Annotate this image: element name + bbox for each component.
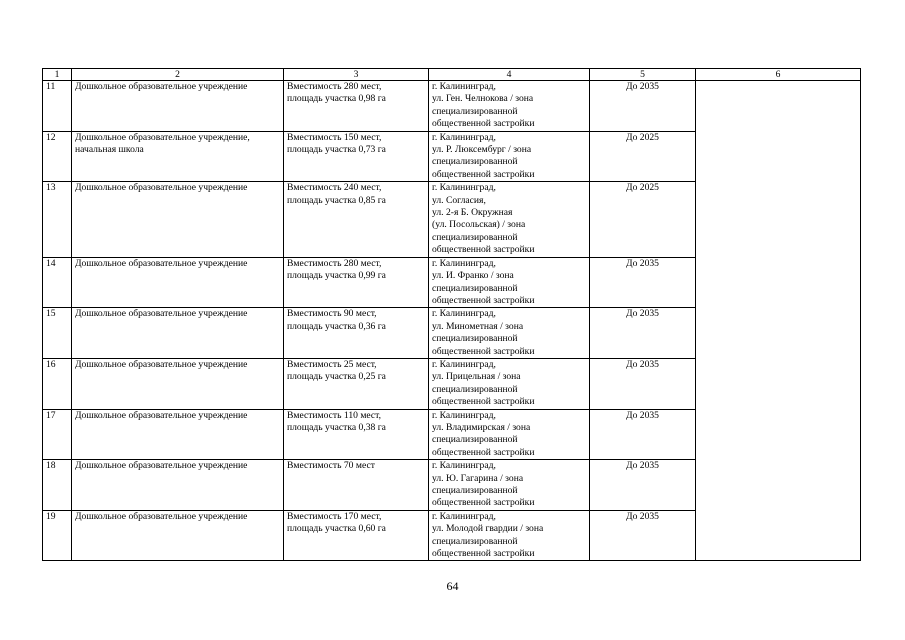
facility-location-text: г. Калининград, ул. Ген. Челнокова / зона специализированной общественной застройки [432,81,535,130]
header-col-2: 2 [72,69,284,81]
facility-capacity [284,460,429,511]
facility-type-text: Дошкольное образовательное учреждение [75,409,248,421]
facility-location-text: г. Калининград, ул. Молодой гвардии / зона специализированной общественной застройки [432,510,544,560]
facility-capacity [284,131,429,182]
row-number: 18 [43,460,72,511]
facility-type [72,182,284,257]
facility-term: До 2035 [590,460,696,511]
facility-term: До 2035 [590,409,696,460]
header-col-3: 3 [284,69,429,81]
facility-capacity-text: Вместимость 25 мест, площадь участка 0,25 га [287,358,386,383]
header-row [43,69,861,81]
column-6-cell [696,81,861,561]
facility-location [429,308,590,359]
facility-location [429,409,590,460]
header-col-4: 4 [429,69,590,81]
facility-location-text: г. Калининград, ул. Р. Люксембург / зона специализированной общественной застройки [432,131,535,180]
facility-term: До 2025 [590,131,696,182]
facility-location-text: г. Калининград, ул. Прицельная / зона специализированной общественной застройки [432,358,535,408]
facility-type [72,409,284,460]
row-number: 14 [43,257,72,308]
facility-location-text: г. Калининград, ул. Владимирская / зона специализированной общественной застройки [432,409,535,458]
facility-term: До 2035 [590,81,696,132]
facility-location-text: г. Калининград, ул. Ю. Гагарина / зона специализированной общественной застройки [432,460,535,509]
facility-capacity-text: Вместимость 280 мест, площадь участка 0,99 га [287,257,386,282]
facility-type-text: Дошкольное образовательное учреждение, начальная школа [75,131,250,156]
facility-capacity [284,358,429,409]
row-number: 12 [43,131,72,182]
facility-type [72,510,284,561]
facility-location-text: г. Калининград, ул. И. Франко / зона специализированной общественной застройки [432,257,535,306]
facility-type [72,81,284,132]
facility-term: До 2025 [590,182,696,257]
facility-term: До 2035 [590,510,696,561]
header-col-1: 1 [43,69,72,81]
facility-type-text: Дошкольное образовательное учреждение [75,510,248,522]
table-body [43,81,861,561]
facility-capacity-text: Вместимость 70 мест [287,460,375,472]
page-number: 64 [446,579,459,593]
facility-capacity [284,182,429,257]
facility-type [72,460,284,511]
facility-term: До 2035 [590,358,696,409]
facility-type-text: Дошкольное образовательное учреждение [75,358,248,370]
facility-capacity-text: Вместимость 280 мест, площадь участка 0,98 га [287,81,386,105]
facility-capacity [284,510,429,561]
row-number: 19 [43,510,72,561]
facility-capacity-text: Вместимость 170 мест, площадь участка 0,60 га [287,510,386,535]
facility-location [429,131,590,182]
row-number: 17 [43,409,72,460]
row-number: 13 [43,182,72,257]
facility-capacity-text: Вместимость 150 мест, площадь участка 0,73 га [287,131,386,156]
facility-location [429,257,590,308]
facility-location-text: г. Калининград, ул. Минометная / зона специализированной общественной застройки [432,308,535,357]
facility-type [72,308,284,359]
facility-type [72,257,284,308]
facility-type-text: Дошкольное образовательное учреждение [75,257,248,269]
facility-location [429,182,590,257]
facility-capacity-text: Вместимость 240 мест, площадь участка 0,85 га [287,182,386,206]
facility-type [72,131,284,182]
facility-type-text: Дошкольное образовательное учреждение [75,460,248,472]
facility-type-text: Дошкольное образовательное учреждение [75,182,248,194]
facility-term: До 2035 [590,257,696,308]
facility-capacity [284,257,429,308]
facility-capacity-text: Вместимость 110 мест, площадь участка 0,38 га [287,409,386,433]
header-col-5: 5 [590,69,696,81]
facilities-table [42,68,861,561]
table-row [43,81,861,132]
row-number: 16 [43,358,72,409]
table-header [43,69,861,81]
facility-type-text: Дошкольное образовательное учреждение [75,81,248,92]
facility-term: До 2035 [590,308,696,359]
row-number: 15 [43,308,72,359]
facility-capacity [284,409,429,460]
header-col-6: 6 [696,69,861,81]
facility-location-text: г. Калининград, ул. Согласия, ул. 2-я Б. Окружная (ул. Посольская) / зона специализированной общественной застройки [432,182,535,256]
facility-type-text: Дошкольное образовательное учреждение [75,308,248,320]
facility-capacity [284,81,429,132]
facility-location [429,81,590,132]
facility-location [429,510,590,561]
facility-capacity [284,308,429,359]
facility-location [429,460,590,511]
row-number: 11 [43,81,72,132]
facility-capacity-text: Вместимость 90 мест, площадь участка 0,36 га [287,308,386,332]
facility-type [72,358,284,409]
facility-location [429,358,590,409]
